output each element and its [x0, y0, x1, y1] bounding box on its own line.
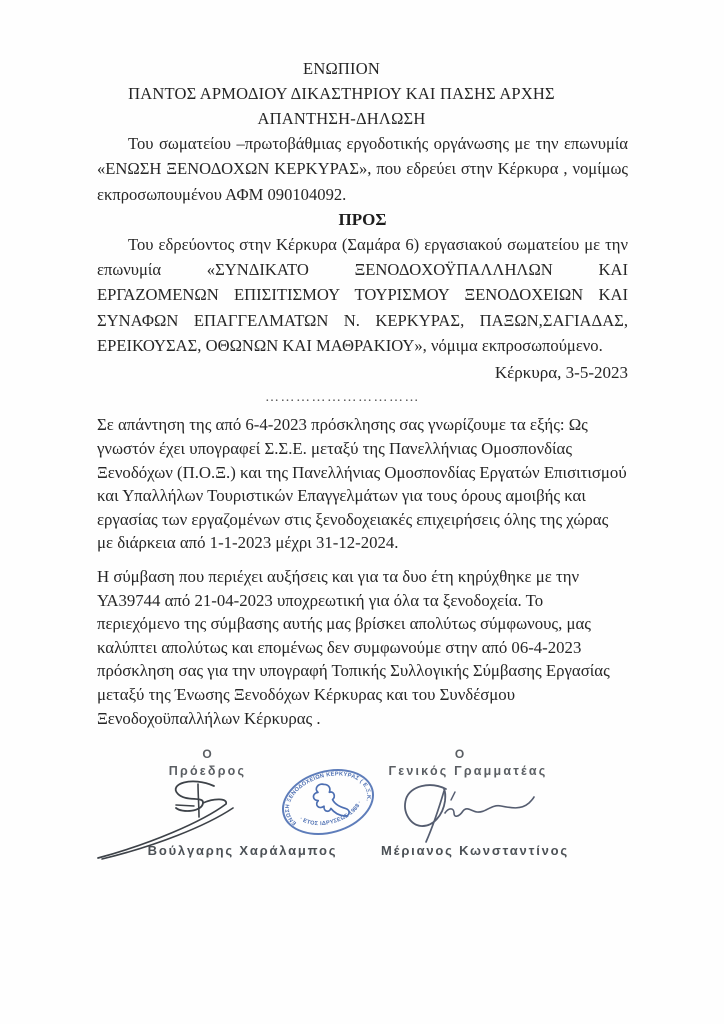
place-date-line: Κέρκυρα, 3-5-2023 [494, 363, 628, 383]
pros-heading: ΠΡΟΣ [338, 209, 387, 229]
heading-reply-declaration: ΑΠΑΝΤΗΣΗ-ΔΗΛΩΣΗ [257, 109, 426, 128]
president-article-o: Ο [202, 747, 213, 761]
body-paragraph-2: Η σύμβαση που περιέχει αυξήσεις και για τα δυο έτη κηρύχθηκε με την ΥΑ39744 από 21-04-2023 υποχρεωτική για όλα τα ξενοδοχεία. Το περιεχόμενο της σύμβασης αυτής μας βρίσκει απολύτως σύμφωνους, μας καλύπτει απολύτως και επομένως δεν συμφωνούμε στην από 06-4-2023 πρόσκληση σας για την υπογραφή Τοπικής Συλλογικής Σύμβασης Εργασίας μεταξύ της Ένωσης Ξενοδόχων Κέρκυρας και του Συνδέσμου Ξενοδοχοϋπαλλήλων Κέρκυρας . [97, 566, 610, 728]
svg-text:· ΕΤΟΣ ΙΔΡΥΣΕΩΣ 1988 · [297, 799, 367, 835]
president-signature [92, 772, 304, 864]
stamp-ring [276, 762, 380, 842]
heading-enopion: ΕΝΩΠΙΟΝ [303, 59, 380, 78]
secretary-name: Μέριανος Κωνσταντίνος [381, 843, 569, 858]
president-title: Πρόεδρος [168, 764, 247, 778]
stamp-top-arc-text: ΕΝΩΣΗ ΞΕΝΟΔΟΧΕΙΩΝ ΚΕΡΚΥΡΑΣ ( Ε.Ξ.Κ.) [284, 771, 372, 826]
corfu-island-outline [311, 779, 350, 823]
from-party-paragraph: Του σωματείου –πρωτοβάθμιας εργοδοτικής οργάνωσης με την επωνυμία «ΕΝΩΣΗ ΞΕΝΟΔΟΧΩΝ ΚΕΡΚΥΡΑΣ», που εδρεύει στην Κέρκυρα , νομίμως εκπροσωπουμένου ΑΦΜ 090104092. [97, 134, 628, 204]
body-paragraph-1: Σε απάντηση της από 6-4-2023 πρόσκλησης σας γνωρίζουμε τα εξής: Ως γνωστόν έχει υπογραφεί Σ.Σ.Ε. μεταξύ της Πανελλήνιας Ομοσπονδίας Ξενοδόχων (Π.Ο.Ξ.) και της Πανελλήνιας Ομοσπονδίας Εργατών Επισιτισμού και Υπαλλήλων Τουριστικών Επαγγελμάτων για τους όρους αμοιβής και εργασίας των εργαζομένων στις ξενοδοχειακές επιχειρήσεις όλης της χώρας με διάρκεια από 1-1-2023 μέχρι 31-12-2024. [97, 415, 627, 553]
svg-text:ΕΝΩΣΗ ΞΕΝΟΔΟΧΕΙΩΝ ΚΕΡΚΥΡΑΣ ( Ε [278, 762, 375, 827]
hoteliers-union-stamp [276, 762, 380, 842]
secretary-signature [390, 780, 540, 860]
president-name: Βούλγαρης Χαράλαμπος [147, 843, 338, 858]
letter-body [97, 56, 628, 730]
dotted-separator: ………………………… [265, 390, 420, 406]
secretary-title: Γενικός Γραμματέας [388, 764, 548, 778]
stamp-bottom-arc-text: · ΕΤΟΣ ΙΔΡΥΣΕΩΣ 1988 · [298, 799, 364, 828]
heading-court: ΠΑΝΤΟΣ ΑΡΜΟΔΙΟΥ ΔΙΚΑΣΤΗΡΙΟΥ ΚΑΙ ΠΑΣΗΣ ΑΡΧΗΣ [128, 84, 555, 103]
secretary-article-o: Ο [454, 747, 466, 761]
to-party-paragraph: Του εδρεύοντος στην Κέρκυρα (Σαμάρα 6) εργασιακού σωματείου με την επωνυμία «ΣΥΝΔΙΚΑΤΟ ΞΕΝΟΔΟΧΟΫΠΑΛΛΗΛΩΝ ΚΑΙ ΕΡΓΑΖΟΜΕΝΩΝ ΕΠΙΣΙΤΙΣΜΟΥ ΤΟΥΡΙΣΜΟΥ ΞΕΝΟΔΟΧΕΙΩΝ ΚΑΙ ΣΥΝΑΦΩΝ ΕΠΑΓΓΕΛΜΑΤΩΝ Ν. ΚΕΡΚΥΡΑΣ, ΠΑΞΩΝ,ΣΑΓΙΑΔΑΣ, ΕΡΕΙΚΟΥΣΑΣ, ΟΘΩΝΩΝ ΚΑΙ ΜΑΘΡΑΚΙΟΥ», νόμιμα εκπροσωπούμενο. [97, 234, 628, 356]
